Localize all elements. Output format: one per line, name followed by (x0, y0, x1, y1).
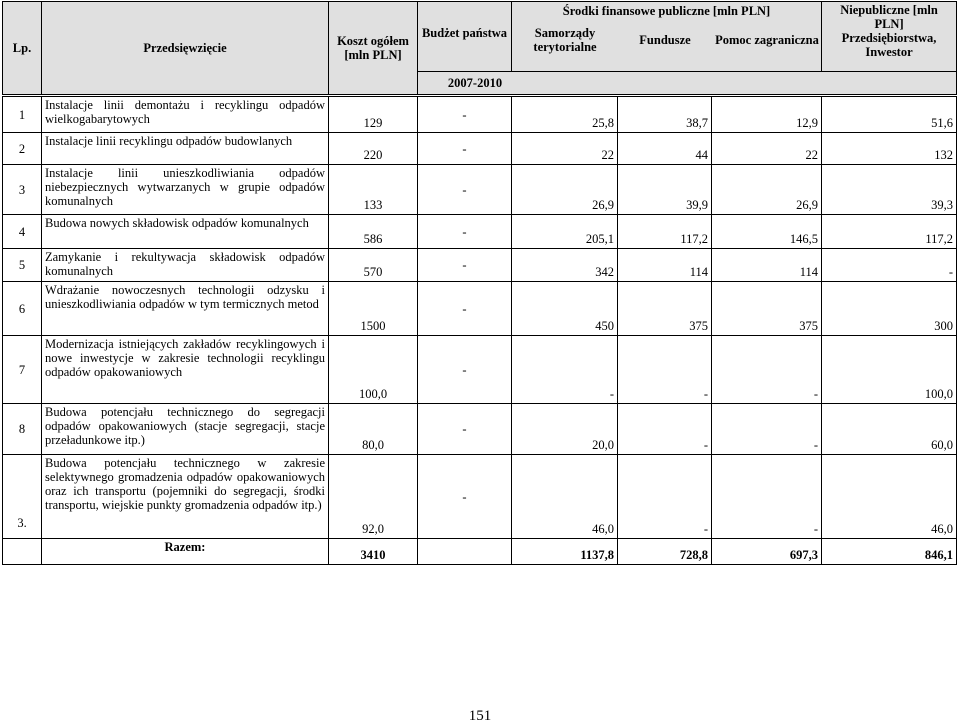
row-local-gov: 450 (512, 282, 618, 336)
row-lp: 3. (3, 455, 42, 539)
total-foreign-aid: 697,3 (712, 539, 822, 565)
row-funds: 38,7 (618, 97, 712, 133)
row-state-budget: - (418, 455, 512, 539)
table-row (3, 336, 957, 404)
row-private: 300 (822, 282, 957, 336)
row-funds: 114 (618, 249, 712, 282)
row-local-gov: - (512, 336, 618, 404)
row-total-cost: 133 (329, 165, 418, 215)
row-state-budget: - (418, 97, 512, 133)
row-foreign-aid: 375 (712, 282, 822, 336)
table-row (3, 215, 957, 249)
row-foreign-aid: - (712, 455, 822, 539)
row-lp: 1 (3, 97, 42, 133)
row-funds: 44 (618, 133, 712, 165)
row-description: Instalacje linii recyklingu odpadów budowlanych (42, 133, 329, 165)
row-lp: 6 (3, 282, 42, 336)
row-funds: 39,9 (618, 165, 712, 215)
header-project: Przedsięwzięcie (42, 2, 329, 95)
row-private: 46,0 (822, 455, 957, 539)
row-state-budget: - (418, 404, 512, 455)
header-total-cost: Koszt ogółem [mln PLN] (329, 2, 418, 95)
row-description: Instalacje linii demontażu i recyklingu odpadów wielkogabarytowych (42, 97, 329, 133)
row-lp: 4 (3, 215, 42, 249)
total-local-gov: 1137,8 (512, 539, 618, 565)
row-funds: - (618, 404, 712, 455)
page-number: 151 (468, 708, 492, 724)
table-row (3, 249, 957, 282)
row-state-budget: - (418, 249, 512, 282)
header-public-funds (512, 2, 822, 72)
row-state-budget: - (418, 282, 512, 336)
row-total-cost: 570 (329, 249, 418, 282)
row-description: Budowa nowych składowisk odpadów komunalnych (42, 215, 329, 249)
row-state-budget: - (418, 165, 512, 215)
row-lp: 3 (3, 165, 42, 215)
row-total-cost: 129 (329, 97, 418, 133)
header-row (3, 2, 957, 72)
total-funds: 728,8 (618, 539, 712, 565)
row-funds: 375 (618, 282, 712, 336)
header-non-public: Niepubliczne [mln PLN] Przedsiębiorstwa, Inwestor (822, 2, 957, 72)
row-local-gov: 26,9 (512, 165, 618, 215)
row-funds: 117,2 (618, 215, 712, 249)
row-local-gov: 22 (512, 133, 618, 165)
row-local-gov: 205,1 (512, 215, 618, 249)
row-private: 117,2 (822, 215, 957, 249)
row-funds: - (618, 336, 712, 404)
row-state-budget: - (418, 133, 512, 165)
row-description: Zamykanie i rekultywacja składowisk odpadów komunalnych (42, 249, 329, 282)
row-description: Wdrażanie nowoczesnych technologii odzysku i unieszkodliwiania odpadów w tym termicznych metod (42, 282, 329, 336)
header-lp: Lp. (3, 2, 42, 95)
row-description: Budowa potencjału technicznego w zakresie selektywnego gromadzenia odpadów opakowaniowych oraz ich transportu (pojemniki do segregacji, środki transportu, wiejskie punkty gromadzenia odpadów itp.) (42, 455, 329, 539)
row-total-cost: 100,0 (329, 336, 418, 404)
table-row (3, 165, 957, 215)
row-lp: 8 (3, 404, 42, 455)
investment-rows (2, 96, 957, 565)
header-foreign-aid: Pomoc zagraniczna (715, 33, 819, 47)
table-row (3, 404, 957, 455)
total-cost: 3410 (329, 539, 418, 565)
row-private: 100,0 (822, 336, 957, 404)
row-lp: 7 (3, 336, 42, 404)
row-lp: 2 (3, 133, 42, 165)
table-row (3, 133, 957, 165)
table-row (3, 97, 957, 133)
row-state-budget: - (418, 215, 512, 249)
header-state-budget: Budżet państwa (418, 2, 512, 72)
row-private: 60,0 (822, 404, 957, 455)
row-funds: - (618, 455, 712, 539)
row-state-budget: - (418, 336, 512, 404)
row-foreign-aid: 12,9 (712, 97, 822, 133)
row-private: 132 (822, 133, 957, 165)
row-local-gov: 25,8 (512, 97, 618, 133)
table-row (3, 455, 957, 539)
period-label: 2007-2010 (418, 72, 957, 95)
row-foreign-aid: 114 (712, 249, 822, 282)
row-foreign-aid: 22 (712, 133, 822, 165)
header-funds: Fundusze (639, 33, 691, 47)
row-foreign-aid: 146,5 (712, 215, 822, 249)
total-row-lp (3, 539, 42, 565)
row-description: Budowa potencjału technicznego do segregacji odpadów opakowaniowych (stacje segregacji, stacje przeładunkowe itp.) (42, 404, 329, 455)
row-private: 39,3 (822, 165, 957, 215)
row-local-gov: 46,0 (512, 455, 618, 539)
row-total-cost: 80,0 (329, 404, 418, 455)
header-public-funds-title: Środki finansowe publiczne [mln PLN] (562, 4, 771, 18)
row-local-gov: 20,0 (512, 404, 618, 455)
row-lp: 5 (3, 249, 42, 282)
row-foreign-aid: 26,9 (712, 165, 822, 215)
total-private: 846,1 (822, 539, 957, 565)
row-private: - (822, 249, 957, 282)
row-foreign-aid: - (712, 404, 822, 455)
header-local-gov: Samorządy terytorialne (533, 26, 597, 54)
row-description: Modernizacja istniejących zakładów recyklingowych i nowe inwestycje w zakresie technologii recyklingu odpadów opakowaniowych (42, 336, 329, 404)
row-description: Instalacje linii unieszkodliwiania odpadów niebezpiecznych wytwarzanych w grupie odpadów komunalnych (42, 165, 329, 215)
table-row (3, 282, 957, 336)
row-foreign-aid: - (712, 336, 822, 404)
row-total-cost: 220 (329, 133, 418, 165)
row-local-gov: 342 (512, 249, 618, 282)
row-total-cost: 586 (329, 215, 418, 249)
total-state-budget (418, 539, 512, 565)
row-total-cost: 1500 (329, 282, 418, 336)
total-label: Razem: (42, 539, 329, 565)
row-total-cost: 92,0 (329, 455, 418, 539)
total-row (3, 539, 957, 565)
investment-table (2, 1, 957, 95)
row-private: 51,6 (822, 97, 957, 133)
header-enterprises: Przedsiębiorstwa, Inwestor (841, 31, 937, 59)
